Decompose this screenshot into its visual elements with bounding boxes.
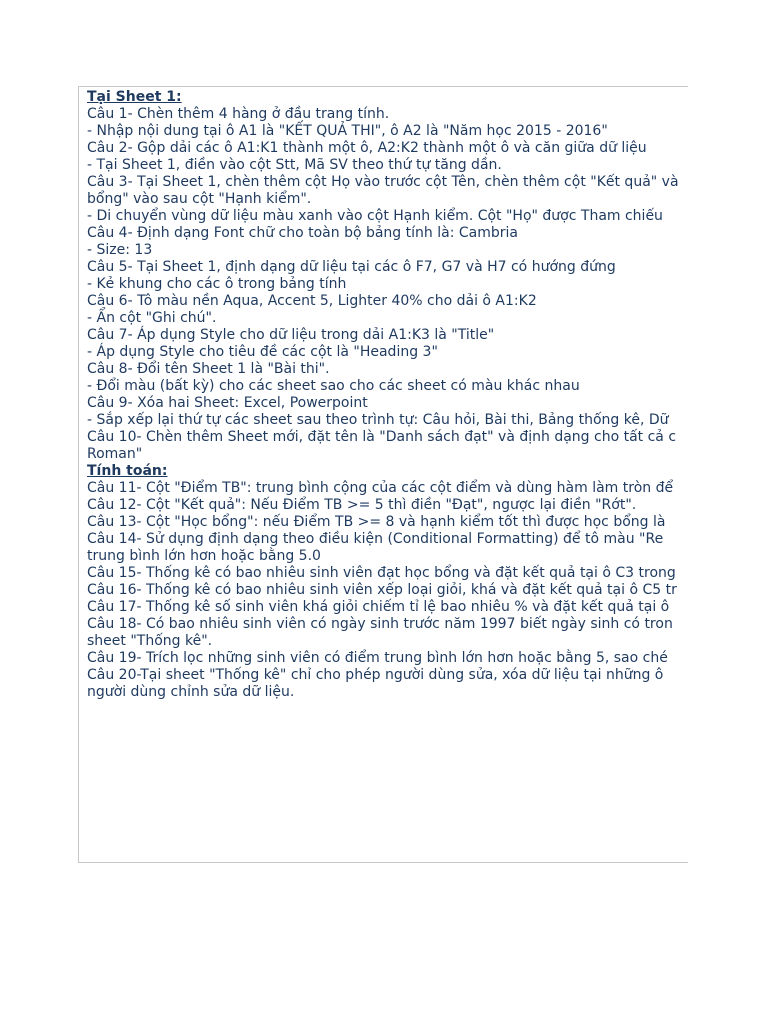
- section-heading: Tại Sheet 1:: [87, 89, 182, 105]
- text-line: Roman": [87, 446, 143, 462]
- text-line: Câu 2- Gộp dải các ô A1:K1 thành một ô, A2:K2 thành một ô và căn giữa dữ liệu: [87, 140, 647, 156]
- text-line: Câu 4- Định dạng Font chữ cho toàn bộ bảng tính là: Cambria: [87, 225, 518, 241]
- text-line: - Ẩn cột "Ghi chú".: [87, 310, 217, 326]
- text-line: - Di chuyển vùng dữ liệu màu xanh vào cột Hạnh kiểm. Cột "Họ" được Tham chiếu: [87, 208, 663, 224]
- text-line: Câu 18- Có bao nhiêu sinh viên có ngày sinh trước năm 1997 biết ngày sinh có tron: [87, 616, 673, 632]
- text-line: Câu 3- Tại Sheet 1, chèn thêm cột Họ vào trước cột Tên, chèn thêm cột "Kết quả" và: [87, 174, 679, 190]
- text-line: Câu 14- Sử dụng định dạng theo điều kiện (Conditional Formatting) để tô màu "Re: [87, 531, 664, 547]
- text-line: - Áp dụng Style cho tiêu đề các cột là "Heading 3": [87, 344, 438, 360]
- text-line: - Tại Sheet 1, điền vào cột Stt, Mã SV theo thứ tự tăng dần.: [87, 157, 502, 173]
- text-line: Câu 7- Áp dụng Style cho dữ liệu trong dải A1:K3 là "Title": [87, 327, 495, 343]
- text-line: bổng" vào sau cột "Hạnh kiểm".: [87, 191, 312, 207]
- text-line: Câu 11- Cột "Điểm TB": trung bình cộng của các cột điểm và dùng hàm làm tròn để: [87, 480, 674, 496]
- document-content: [87, 89, 688, 701]
- text-line: - Size: 13: [87, 242, 153, 258]
- text-line: trung bình lớn hơn hoặc bằng 5.0: [87, 548, 321, 564]
- text-line: Câu 15- Thống kê có bao nhiêu sinh viên đạt học bổng và đặt kết quả tại ô C3 trong: [87, 565, 676, 581]
- text-line: Câu 1- Chèn thêm 4 hàng ở đầu trang tính.: [87, 106, 390, 122]
- text-line: - Kẻ khung cho các ô trong bảng tính: [87, 276, 347, 292]
- text-line: Câu 6- Tô màu nền Aqua, Accent 5, Lighter 40% cho dải ô A1:K2: [87, 293, 537, 309]
- text-line: Câu 9- Xóa hai Sheet: Excel, Powerpoint: [87, 395, 368, 411]
- text-line: Câu 19- Trích lọc những sinh viên có điểm trung bình lớn hơn hoặc bằng 5, sao ché: [87, 650, 668, 666]
- text-line: Câu 13- Cột "Học bổng": nếu Điểm TB >= 8 và hạnh kiểm tốt thì được học bổng là: [87, 514, 666, 530]
- text-line: - Nhập nội dung tại ô A1 là "KẾT QUẢ THI", ô A2 là "Năm học 2015 - 2016": [87, 123, 608, 139]
- text-line: sheet "Thống kê".: [87, 633, 213, 649]
- text-line: Câu 8- Đổi tên Sheet 1 là "Bài thi".: [87, 361, 330, 377]
- text-line: Câu 16- Thống kê có bao nhiêu sinh viên xếp loại giỏi, khá và đặt kết quả tại ô C5 tr: [87, 582, 677, 598]
- text-line: Câu 12- Cột "Kết quả": Nếu Điểm TB >= 5 thì điền "Đạt", ngược lại điền "Rớt".: [87, 497, 637, 513]
- text-box: [78, 86, 688, 863]
- text-line: Câu 10- Chèn thêm Sheet mới, đặt tên là "Danh sách đạt" và định dạng cho tất cả c: [87, 429, 677, 445]
- section-heading: Tính toán:: [87, 463, 168, 479]
- text-line: - Đổi màu (bất kỳ) cho các sheet sao cho các sheet có màu khác nhau: [87, 378, 580, 394]
- text-line: - Sắp xếp lại thứ tự các sheet sau theo trình tự: Câu hỏi, Bài thi, Bảng thống kê, Dữ: [87, 412, 669, 428]
- text-line: Câu 20-Tại sheet "Thống kê" chỉ cho phép người dùng sửa, xóa dữ liệu tại những ô: [87, 667, 664, 683]
- text-line: Câu 17- Thống kê số sinh viên khá giỏi chiếm tỉ lệ bao nhiêu % và đặt kết quả tại ô: [87, 599, 670, 615]
- text-line: Câu 5- Tại Sheet 1, định dạng dữ liệu tại các ô F7, G7 và H7 có hướng đứng: [87, 259, 616, 275]
- text-line: người dùng chỉnh sửa dữ liệu.: [87, 684, 295, 700]
